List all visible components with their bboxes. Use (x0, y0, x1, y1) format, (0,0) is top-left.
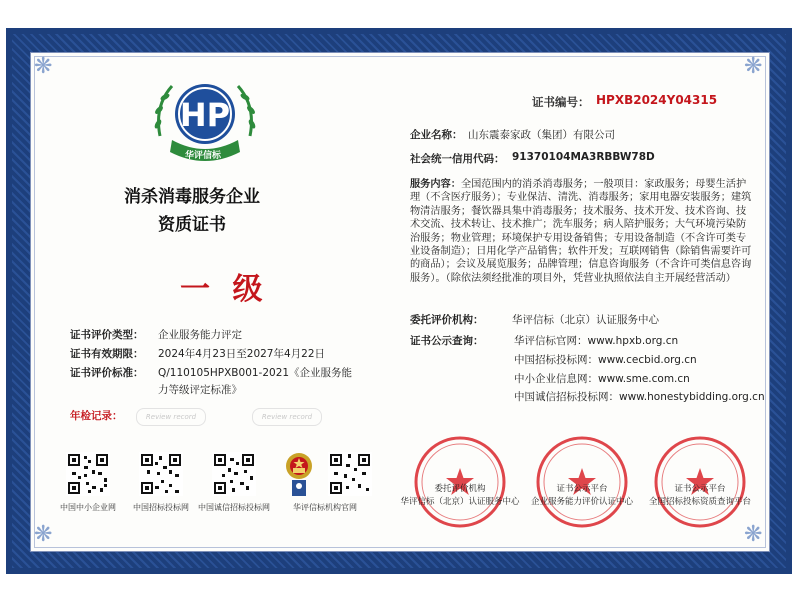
qr-code-icon (139, 452, 183, 496)
seal-name: 企业服务能力评价认证中心 (530, 497, 633, 507)
national-emblem-icon (284, 450, 314, 498)
site-link-honestybidding: 中国诚信招标投标网：www.honestybidding.org.cn (514, 391, 765, 403)
certificate-number-label: 证书编号： (532, 95, 590, 109)
logo-text: 华评信标 (185, 151, 222, 161)
validity-label: 证书有效期限： (70, 348, 144, 360)
evaluation-type-label: 证书评价类型： (70, 329, 144, 341)
corner-ornament-icon: ❋ (744, 54, 763, 79)
standard-line2: 力等级评定标准》 (158, 384, 242, 396)
certificate-title-line2: 资质证书 (158, 215, 226, 235)
qr-caption: 华评信标机构官网 (293, 503, 357, 512)
standard-label: 证书评价标准： (70, 367, 144, 379)
public-query-label: 证书公示查询： (410, 335, 484, 347)
credit-code-label: 社会统一信用代码： (410, 153, 505, 165)
certificate-title-line1: 消杀消毒服务企业 (124, 187, 260, 207)
qr-code-icon (328, 452, 372, 496)
service-scope (410, 178, 756, 285)
credit-code: 91370104MA3RBBW78D (512, 151, 655, 163)
seal-name: 全国招标投标资质查询平台 (648, 497, 751, 507)
company-name: 山东震泰家政（集团）有限公司 (468, 129, 615, 141)
annual-review-label: 年检记录： (70, 410, 123, 422)
agency-name: 华评信标（北京）认证服务中心 (512, 314, 659, 326)
qr-code-icon (212, 452, 256, 496)
validity-period: 2024年4月23日至2027年4月22日 (158, 348, 326, 360)
service-scope-text: 全国范围内的消杀消毒服务；一般项目：家政服务；母婴生活护理（不含医疗服务）；专业保洁、清洗、消毒服务；家用电器安装服务；建筑物清洁服务；餐饮器具集中消毒服务；技术服务、技术开发、技术咨询、技术交流、技术转让、技术推广；洗车服务；病人陪护服务；大气环境污染防治服务；物业管理；环境保护专用设备销售；专用设备制造（不含许可类专业设备制造）；日用化学产品销售；软件开发；互联网销售（除销售需要许可的商品）；会议及展览服务；品牌管理；信息咨询服务（不含许可类信息咨询服务）。（除依法须经批准的项目外，凭营业执照依法自主开展经营活动） (410, 179, 752, 284)
svg-text:HP: HP (179, 96, 231, 134)
qr-caption: 中国招标投标网 (133, 503, 189, 512)
seal-role: 证书公示平台 (674, 484, 726, 494)
site-link-hpxb: 华评信标官网：www.hpxb.org.cn (514, 335, 679, 347)
corner-ornament-icon: ❋ (744, 522, 763, 547)
corner-ornament-icon: ❋ (34, 54, 53, 79)
qr-caption: 中国中小企业网 (60, 503, 116, 512)
seal-role: 委托评价机构 (434, 484, 486, 494)
qr-caption: 中国诚信招标投标网 (198, 503, 270, 512)
qr-code-icon (66, 452, 110, 496)
standard-line1: Q/110105HPXB001-2021《企业服务能 (158, 367, 353, 379)
seal-role: 证书公示平台 (556, 484, 608, 494)
agency-label: 委托评价机构： (410, 314, 484, 326)
seal-name: 华评信标（北京）认证服务中心 (400, 497, 520, 507)
evaluation-type: 企业服务能力评定 (158, 329, 242, 341)
corner-ornament-icon: ❋ (34, 522, 53, 547)
review-record-stamp: Review record (136, 408, 206, 426)
site-link-cecbid: 中国招标投标网：www.cecbid.org.cn (514, 354, 697, 366)
review-record-stamp: Review record (252, 408, 322, 426)
certificate-number: HPXB2024Y04315 (596, 93, 718, 107)
certificate-level: 一 级 (180, 272, 269, 307)
company-name-label: 企业名称： (410, 129, 463, 141)
service-scope-label: 服务内容： (410, 179, 461, 190)
site-link-sme: 中小企业信息网：www.sme.com.cn (514, 373, 690, 385)
